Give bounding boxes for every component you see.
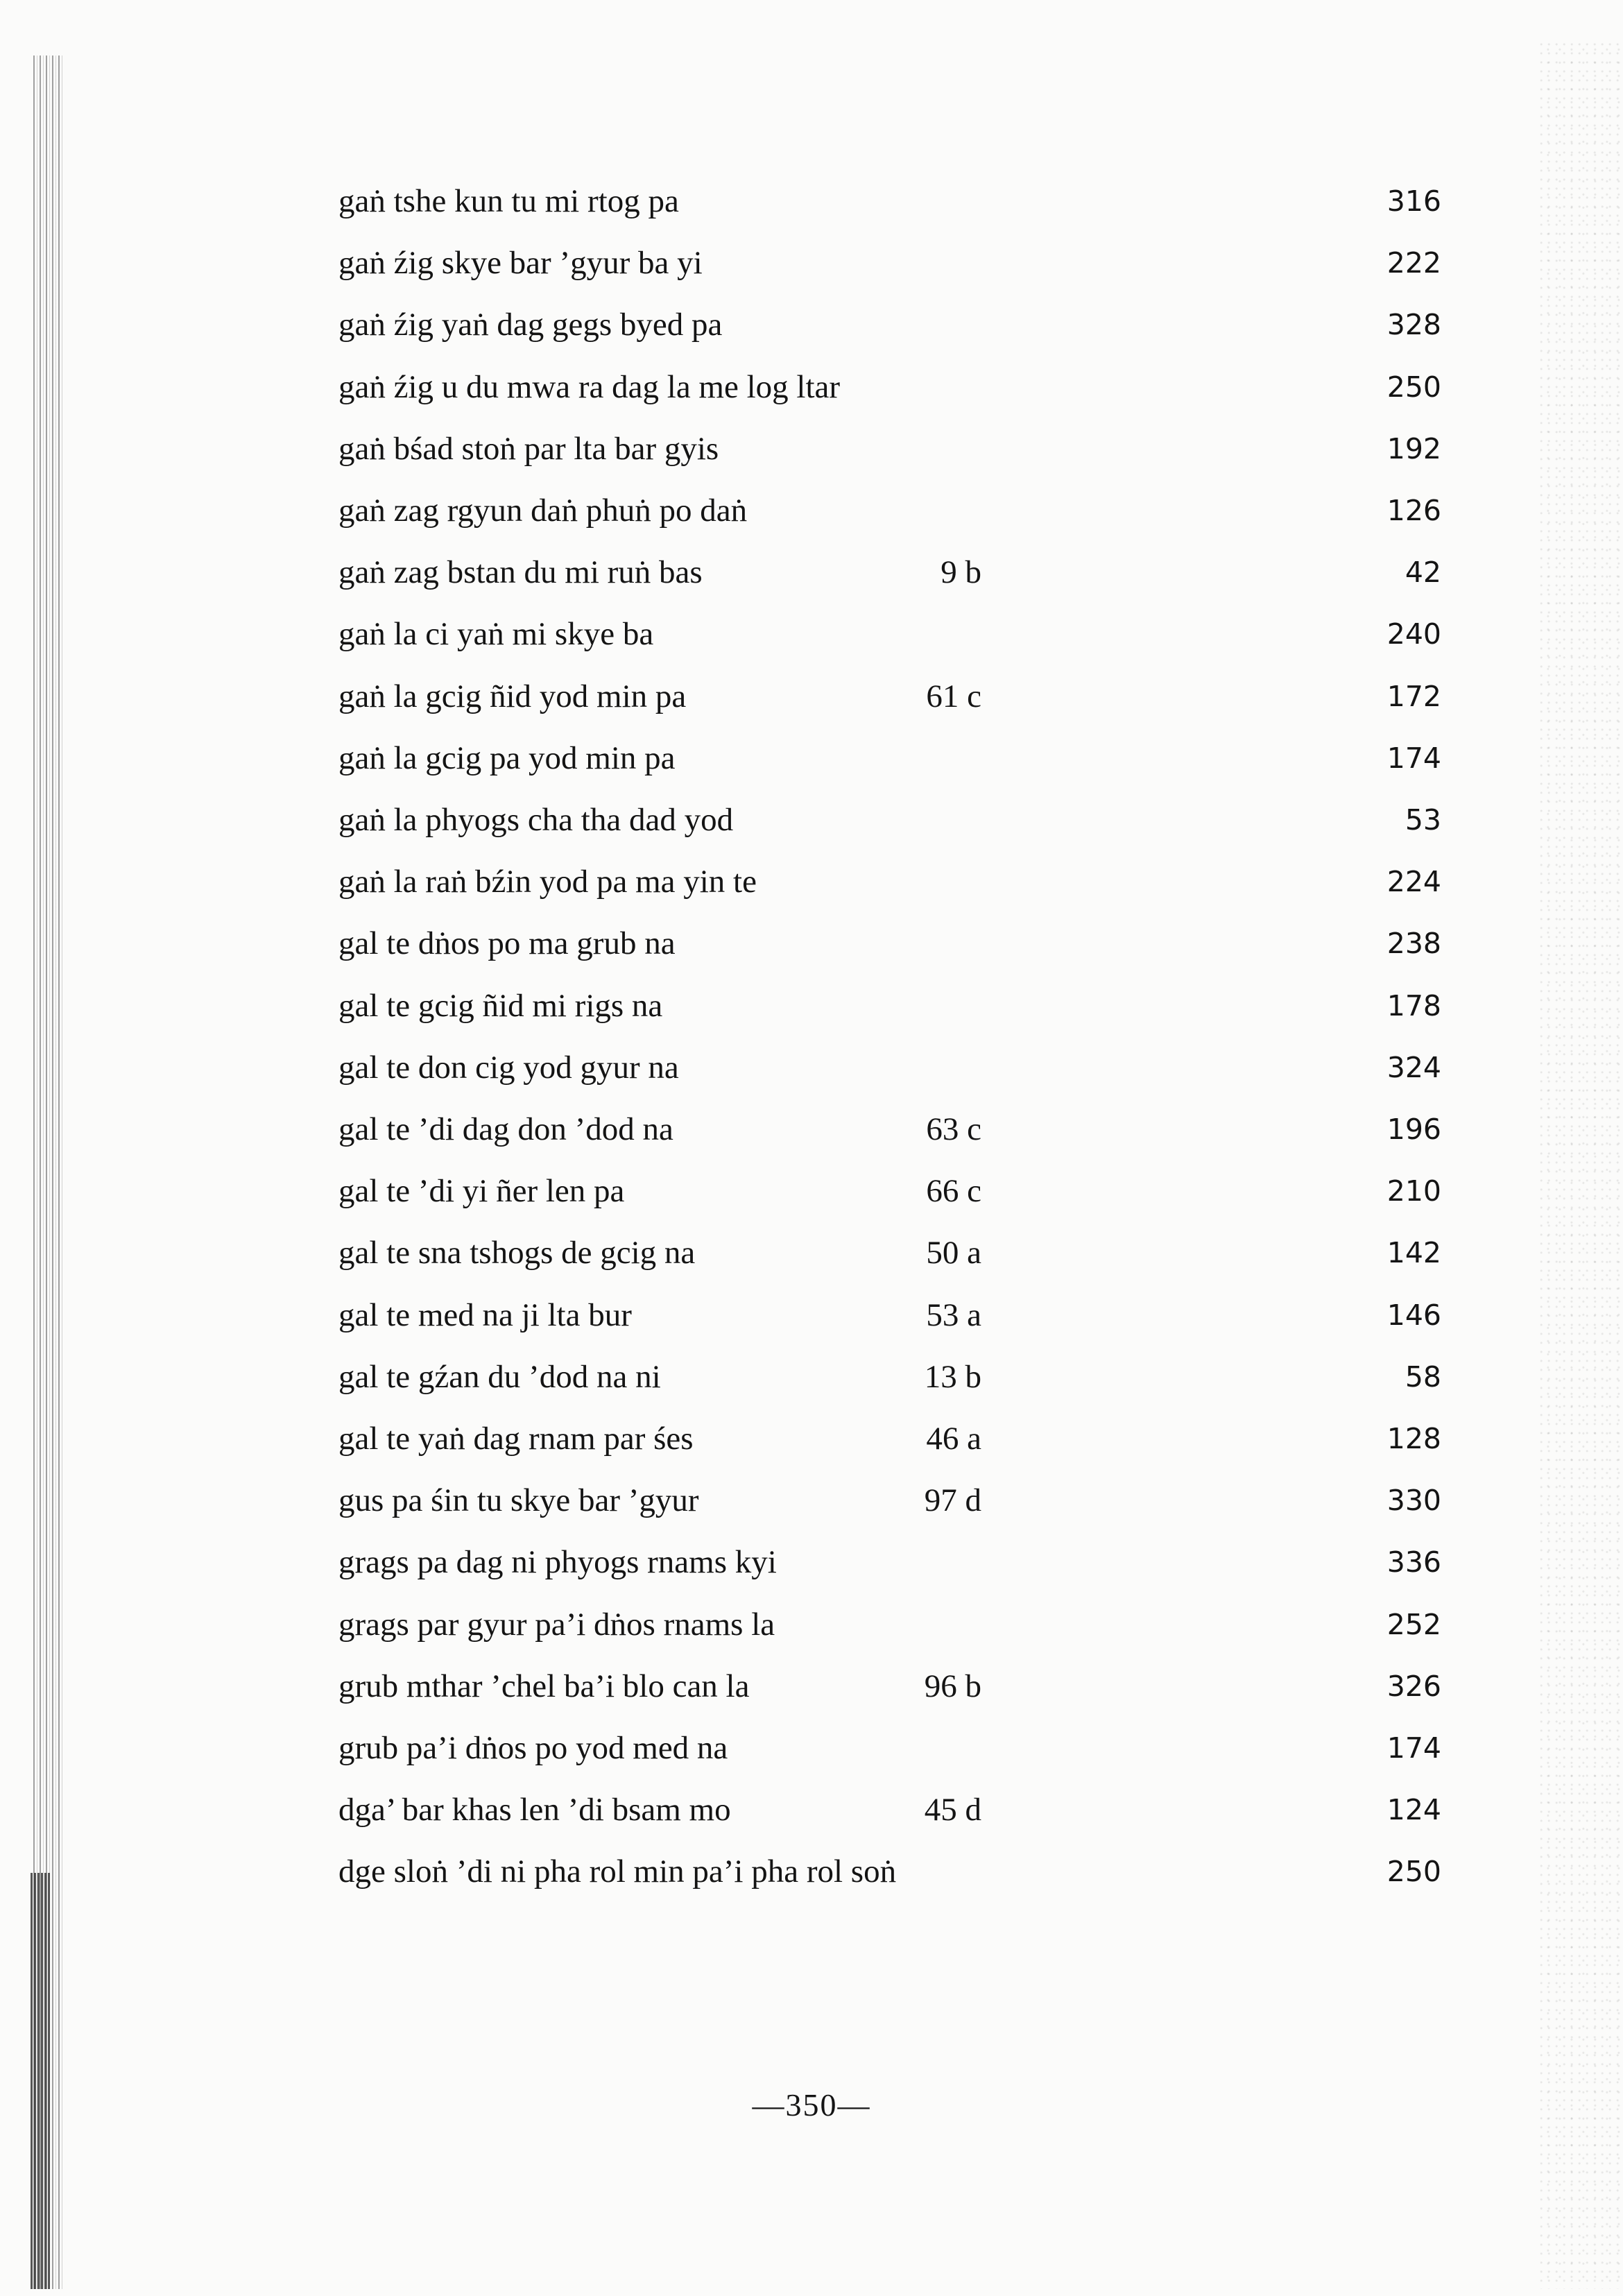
- entry-page-number: 328: [1386, 308, 1441, 342]
- entry-verse-text: gal te gźan du ’dod na ni: [338, 1358, 661, 1395]
- entry-page-number: 316: [1386, 185, 1441, 218]
- index-entry: [0, 727, 1623, 789]
- entry-folio-reference: 13 b: [924, 1358, 981, 1395]
- index-entry: [0, 1036, 1623, 1099]
- index-entry: [0, 1346, 1623, 1408]
- entry-page-number: 58: [1405, 1360, 1441, 1394]
- entry-folio-reference: 96 b: [924, 1668, 981, 1704]
- index-entry: [0, 665, 1623, 728]
- entry-page-number: 196: [1386, 1113, 1441, 1146]
- entry-page-number: 238: [1386, 927, 1441, 961]
- entry-folio-reference: 63 c: [926, 1111, 981, 1147]
- entry-page-number: 124: [1386, 1793, 1441, 1827]
- entry-verse-text: gaṅ zag rgyun daṅ phuṅ po daṅ: [338, 492, 748, 529]
- index-entry: [0, 1531, 1623, 1593]
- index-entry: [0, 1593, 1623, 1656]
- index-entry: [0, 850, 1623, 913]
- entry-verse-text: grub pa’i dṅos po yod med na: [338, 1730, 728, 1766]
- entry-page-number: 250: [1386, 370, 1441, 404]
- index-entry: [0, 1840, 1623, 1903]
- index-entry: [0, 356, 1623, 418]
- entry-page-number: 126: [1386, 494, 1441, 527]
- index-entry: [0, 1284, 1623, 1346]
- entry-page-number: 336: [1386, 1545, 1441, 1579]
- entry-folio-reference: 9 b: [941, 554, 981, 591]
- entry-page-number: 192: [1386, 431, 1441, 465]
- entry-page-number: 240: [1386, 617, 1441, 651]
- entry-verse-text: gal te ’di dag don ’dod na: [338, 1111, 673, 1147]
- entry-verse-text: gal te med na ji lta bur: [338, 1296, 632, 1333]
- entry-page-number: 250: [1386, 1855, 1441, 1889]
- index-entry: [0, 1160, 1623, 1222]
- entry-page-number: 326: [1386, 1669, 1441, 1703]
- entry-page-number: 252: [1386, 1607, 1441, 1641]
- entry-page-number: 128: [1386, 1422, 1441, 1455]
- entry-verse-text: gal te gcig ñid mi rigs na: [338, 987, 663, 1024]
- entry-verse-text: gaṅ bśad stoṅ par lta bar gyis: [338, 430, 719, 467]
- entry-page-number: 222: [1386, 246, 1441, 280]
- entry-verse-text: gaṅ źig u du mwa ra dag la me log ltar: [338, 368, 841, 405]
- entry-page-number: 53: [1405, 803, 1441, 837]
- entry-page-number: 224: [1386, 865, 1441, 899]
- entry-page-number: 330: [1386, 1484, 1441, 1518]
- index-entry: [0, 1717, 1623, 1779]
- entry-verse-text: gal te dṅos po ma grub na: [338, 925, 676, 962]
- entry-verse-text: gus pa śin tu skye bar ’gyur: [338, 1482, 699, 1519]
- index-entry: [0, 912, 1623, 975]
- entry-page-number: 210: [1386, 1174, 1441, 1208]
- entry-verse-text: gaṅ la raṅ bźin yod pa ma yin te: [338, 864, 757, 900]
- entry-verse-text: gaṅ la gcig pa yod min pa: [338, 739, 676, 776]
- entry-page-number: 174: [1386, 741, 1441, 775]
- entry-folio-reference: 97 d: [924, 1482, 981, 1519]
- index-entry: [0, 418, 1623, 480]
- entry-page-number: 174: [1386, 1731, 1441, 1765]
- index-entry: [0, 1655, 1623, 1717]
- entry-page-number: 178: [1386, 988, 1441, 1022]
- entry-verse-text: grags pa dag ni phyogs rnams kyi: [338, 1544, 777, 1581]
- entry-verse-text: gaṅ źig yaṅ dag gegs byed pa: [338, 307, 723, 343]
- entry-verse-text: gal te don cig yod gyur na: [338, 1049, 679, 1086]
- entry-verse-text: gaṅ tshe kun tu mi rtog pa: [338, 183, 679, 219]
- entry-verse-text: gaṅ la gcig ñid yod min pa: [338, 678, 687, 714]
- entry-folio-reference: 46 a: [926, 1421, 981, 1457]
- entry-verse-text: gaṅ la ci yaṅ mi skye ba: [338, 616, 654, 653]
- entry-verse-text: gal te sna tshogs de gcig na: [338, 1235, 696, 1271]
- index-entry: [0, 541, 1623, 603]
- index-entry: [0, 1098, 1623, 1160]
- entry-verse-text: gal te ’di yi ñer len pa: [338, 1173, 625, 1210]
- entry-folio-reference: 50 a: [926, 1235, 981, 1271]
- index-entry: [0, 232, 1623, 294]
- entry-page-number: 172: [1386, 679, 1441, 713]
- entry-folio-reference: 66 c: [926, 1173, 981, 1210]
- page-number: —350—: [752, 2087, 871, 2123]
- index-entry: [0, 479, 1623, 542]
- index-entry: [0, 1469, 1623, 1532]
- index-entry: [0, 1222, 1623, 1284]
- index-entry: [0, 1407, 1623, 1470]
- entry-verse-text: grub mthar ’chel ba’i blo can la: [338, 1668, 750, 1704]
- index-entry: [0, 1779, 1623, 1841]
- entry-page-number: 142: [1386, 1236, 1441, 1270]
- entry-folio-reference: 53 a: [926, 1296, 981, 1333]
- entry-folio-reference: 61 c: [926, 678, 981, 714]
- index-entry: [0, 170, 1623, 232]
- index-entry: [0, 293, 1623, 356]
- entry-verse-text: gaṅ zag bstan du mi ruṅ bas: [338, 554, 703, 591]
- entry-verse-text: dge sloṅ ’di ni pha rol min pa’i pha rol soṅ: [338, 1853, 897, 1890]
- entry-verse-text: grags par gyur pa’i dṅos rnams la: [338, 1606, 775, 1643]
- index-entry: [0, 603, 1623, 665]
- entry-verse-text: dga’ bar khas len ’di bsam mo: [338, 1792, 731, 1828]
- entry-page-number: 42: [1405, 556, 1441, 590]
- index-entry: [0, 975, 1623, 1037]
- entry-verse-text: gal te yaṅ dag rnam par śes: [338, 1421, 694, 1457]
- entry-verse-text: gaṅ źig skye bar ’gyur ba yi: [338, 245, 703, 282]
- entry-verse-text: gaṅ la phyogs cha tha dad yod: [338, 802, 734, 838]
- entry-folio-reference: 45 d: [924, 1792, 981, 1828]
- binding-edge-dark-shadow: [31, 1873, 51, 2289]
- entry-page-number: 146: [1386, 1298, 1441, 1332]
- entry-page-number: 324: [1386, 1050, 1441, 1084]
- index-entry: [0, 789, 1623, 851]
